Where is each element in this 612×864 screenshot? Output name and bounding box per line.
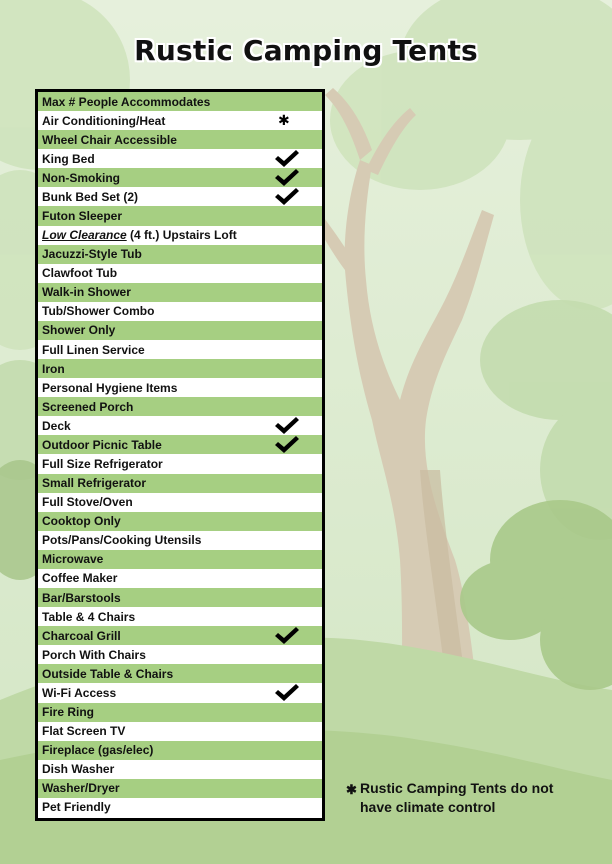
amenity-label: Iron (42, 361, 65, 376)
amenity-label: Dish Washer (42, 762, 115, 777)
amenity-label: Fireplace (gas/elec) (42, 743, 154, 758)
asterisk-icon: ✱ (346, 782, 357, 797)
table-row (38, 683, 322, 702)
table-row (38, 130, 322, 149)
footnote-line-1: Rustic Camping Tents do not (360, 780, 554, 796)
table-row (38, 588, 322, 607)
table-row (38, 321, 322, 340)
table-row (38, 340, 322, 359)
amenity-label: Air Conditioning/Heat (42, 113, 166, 128)
checkmark-icon (274, 150, 300, 168)
table-row (38, 378, 322, 397)
table-row (38, 779, 322, 798)
checkmark-icon (274, 417, 300, 435)
amenity-label (42, 228, 237, 242)
amenity-label: King Bed (42, 151, 95, 166)
table-row (38, 703, 322, 722)
footnote (346, 779, 586, 817)
amenity-label: Microwave (42, 552, 104, 567)
amenity-label: Futon Sleeper (42, 209, 123, 223)
table-row (38, 798, 322, 817)
amenity-label: Outside Table & Chairs (42, 666, 174, 681)
table-row (38, 416, 322, 435)
table-row (38, 302, 322, 321)
table-row (38, 512, 322, 531)
asterisk-icon: ✱ (278, 112, 290, 129)
amenity-label: Full Linen Service (42, 342, 145, 357)
table-row (38, 454, 322, 473)
amenity-label: Clawfoot Tub (42, 266, 118, 281)
table-row (38, 626, 322, 645)
amenity-label: Jacuzzi-Style Tub (42, 247, 142, 262)
amenity-label: Max # People Accommodates (42, 94, 211, 109)
table-row (38, 741, 322, 760)
table-row (38, 187, 322, 206)
checkmark-icon (274, 627, 300, 645)
table-row (38, 283, 322, 302)
checkmark-icon (274, 684, 300, 702)
table-row (38, 722, 322, 741)
amenity-label: Outdoor Picnic Table (42, 437, 162, 452)
page-title: Rustic Camping Tents (134, 34, 478, 67)
table-row (38, 645, 322, 664)
amenity-label: Full Size Refrigerator (42, 457, 163, 472)
amenity-label: Full Stove/Oven (42, 495, 133, 510)
amenity-label-rest: (4 ft.) Upstairs Loft (126, 228, 237, 243)
amenity-label: Bunk Bed Set (2) (42, 189, 139, 204)
table-row (38, 435, 322, 454)
amenity-label: Charcoal Grill (42, 628, 121, 643)
checkmark-icon (274, 169, 300, 187)
amenity-label: Tub/Shower Combo (42, 304, 155, 319)
amenity-label: Porch With Chairs (42, 647, 146, 662)
amenity-label-emphasis: Low Clearance (42, 228, 127, 243)
table-row (38, 569, 322, 588)
table-row (38, 474, 322, 493)
amenity-label: Shower Only (42, 323, 116, 338)
amenity-label: Deck (42, 418, 71, 433)
amenity-label: Coffee Maker (42, 571, 118, 586)
amenity-label: Flat Screen TV (42, 724, 126, 739)
footnote-line-2: have climate control (360, 799, 496, 815)
table-row (38, 760, 322, 779)
checkmark-icon (274, 436, 300, 454)
amenity-label: Walk-in Shower (42, 285, 131, 300)
amenity-label: Non-Smoking (42, 170, 120, 185)
checkmark-icon (274, 188, 300, 206)
table-row (38, 264, 322, 283)
table-row (38, 149, 322, 168)
amenity-label: Screened Porch (42, 399, 134, 414)
table-row (38, 493, 322, 512)
table-row (38, 92, 322, 111)
table-row (38, 607, 322, 626)
table-row (38, 206, 322, 225)
table-row (38, 111, 322, 130)
amenity-label: Pots/Pans/Cooking Utensils (42, 533, 202, 548)
table-row (38, 359, 322, 378)
amenity-label: Small Refrigerator (42, 476, 147, 491)
amenity-label: Fire Ring (42, 705, 95, 720)
table-row (38, 531, 322, 550)
amenity-label: Cooktop Only (42, 514, 121, 529)
amenity-label: Bar/Barstools (42, 590, 121, 605)
table-row (38, 168, 322, 187)
amenity-label: Wheel Chair Accessible (42, 132, 177, 147)
table-row (38, 664, 322, 683)
amenity-label: Personal Hygiene Items (42, 380, 178, 395)
table-row (38, 245, 322, 264)
amenity-label: Wi-Fi Access (42, 685, 117, 700)
table-row (38, 550, 322, 569)
table-row (38, 226, 322, 245)
amenities-table (35, 89, 325, 821)
amenity-label: Table & 4 Chairs (42, 609, 136, 624)
amenity-label: Washer/Dryer (42, 781, 120, 796)
table-row (38, 397, 322, 416)
amenity-label: Pet Friendly (42, 800, 111, 815)
